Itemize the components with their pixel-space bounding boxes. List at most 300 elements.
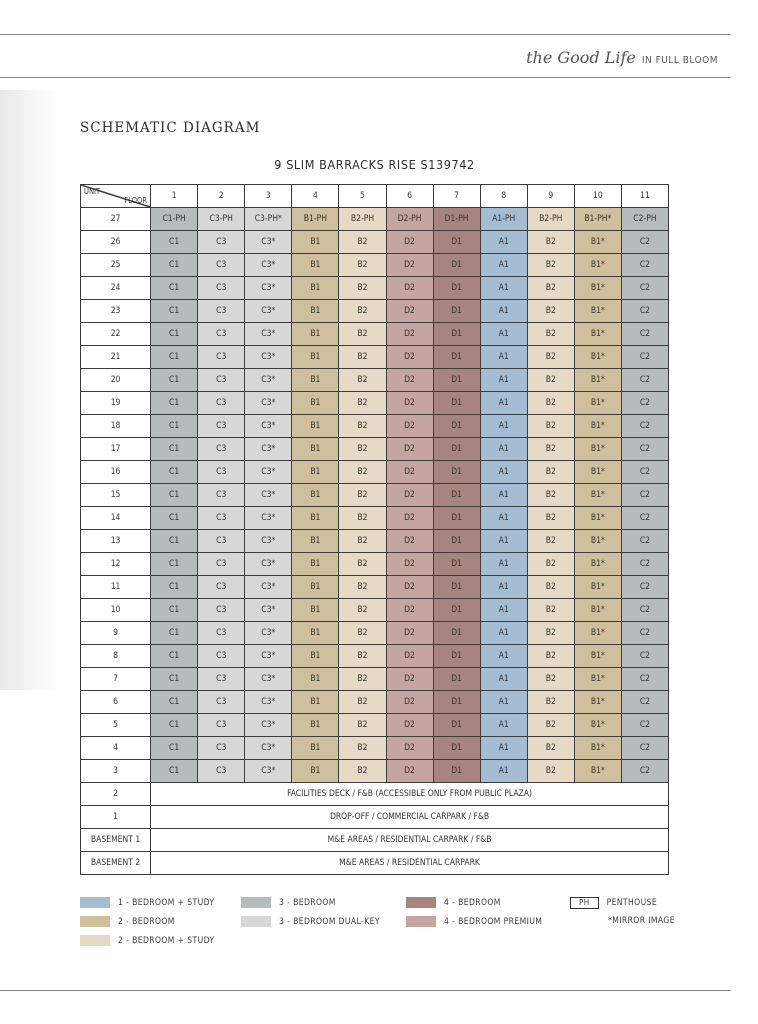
unit-cell: B1 — [292, 438, 339, 461]
unit-cell: C2 — [621, 392, 668, 415]
unit-cell: D1 — [433, 622, 480, 645]
unit-cell: A1 — [480, 346, 527, 369]
unit-cell: A1 — [480, 484, 527, 507]
unit-cell: D2 — [386, 622, 433, 645]
legend-item-2br — [80, 916, 175, 927]
unit-cell: A1 — [480, 553, 527, 576]
table-row — [81, 484, 669, 507]
table-row — [81, 599, 669, 622]
unit-cell: C3 — [198, 415, 245, 438]
unit-cell: C3* — [245, 300, 292, 323]
unit-cell: C3 — [198, 576, 245, 599]
unit-cell: B2 — [527, 645, 574, 668]
unit-cell: A1 — [480, 254, 527, 277]
unit-cell: B1* — [574, 576, 621, 599]
unit-cell: C1 — [151, 346, 198, 369]
unit-cell: C3 — [198, 484, 245, 507]
unit-cell: B1 — [292, 530, 339, 553]
unit-cell: C3* — [245, 369, 292, 392]
unit-cell: C2 — [621, 277, 668, 300]
unit-cell: B1 — [292, 484, 339, 507]
unit-cell: A1 — [480, 599, 527, 622]
unit-cell: A1 — [480, 622, 527, 645]
unit-cell: C2 — [621, 553, 668, 576]
unit-cell: B1* — [574, 553, 621, 576]
unit-cell: D2 — [386, 461, 433, 484]
unit-cell: B1* — [574, 300, 621, 323]
unit-cell: D1-PH — [433, 208, 480, 231]
unit-cell: B2 — [527, 714, 574, 737]
floor-label: 21 — [81, 346, 151, 369]
unit-cell: C1 — [151, 553, 198, 576]
header-rule — [0, 77, 731, 78]
unit-header: 3 — [245, 185, 292, 208]
unit-cell: B2 — [339, 760, 386, 783]
unit-header-row — [81, 185, 669, 208]
table-row — [81, 714, 669, 737]
unit-cell: D2 — [386, 737, 433, 760]
table-row — [81, 415, 669, 438]
unit-cell: B1 — [292, 645, 339, 668]
unit-cell: D2 — [386, 277, 433, 300]
legend-label: 3 - BEDROOM DUAL-KEY — [279, 916, 380, 927]
unit-cell: C3* — [245, 645, 292, 668]
unit-cell: B2 — [527, 369, 574, 392]
floor-label: 12 — [81, 553, 151, 576]
unit-cell: B1 — [292, 323, 339, 346]
floor-label: 5 — [81, 714, 151, 737]
unit-cell: C3 — [198, 277, 245, 300]
unit-cell: C3 — [198, 599, 245, 622]
unit-cell: C3 — [198, 668, 245, 691]
unit-cell: B2 — [527, 415, 574, 438]
unit-cell: B2 — [527, 576, 574, 599]
unit-cell: B2 — [527, 553, 574, 576]
legend-item-3br — [241, 897, 336, 908]
unit-cell: D2 — [386, 668, 433, 691]
legend-label: 4 - BEDROOM — [444, 897, 501, 908]
table-row — [81, 806, 669, 829]
unit-cell: B1* — [574, 760, 621, 783]
unit-cell: C2 — [621, 691, 668, 714]
table-row — [81, 645, 669, 668]
schematic-table — [80, 184, 669, 875]
unit-cell: B1* — [574, 737, 621, 760]
unit-cell: C3* — [245, 507, 292, 530]
floor-use-cell: M&E AREAS / RESIDENTIAL CARPARK — [151, 852, 669, 875]
unit-cell: B1* — [574, 714, 621, 737]
unit-cell: C2 — [621, 484, 668, 507]
unit-cell: B1 — [292, 231, 339, 254]
unit-cell: B1 — [292, 714, 339, 737]
unit-cell: D2 — [386, 530, 433, 553]
unit-cell: C3* — [245, 484, 292, 507]
unit-cell: C1 — [151, 392, 198, 415]
unit-cell: D2 — [386, 415, 433, 438]
unit-cell: D1 — [433, 254, 480, 277]
unit-cell: B1 — [292, 300, 339, 323]
unit-cell: D1 — [433, 691, 480, 714]
legend-item-1br-study — [80, 897, 214, 908]
table-row — [81, 231, 669, 254]
table-row — [81, 691, 669, 714]
unit-cell: D2 — [386, 392, 433, 415]
corner-floor-label: FLOOR — [124, 196, 148, 205]
unit-cell: C3* — [245, 760, 292, 783]
legend-label: 2 - BEDROOM — [118, 916, 175, 927]
header-tagline — [526, 48, 718, 67]
legend — [80, 897, 680, 957]
unit-cell: B1* — [574, 507, 621, 530]
unit-cell: D1 — [433, 277, 480, 300]
unit-cell: B2 — [339, 461, 386, 484]
floor-label: 15 — [81, 484, 151, 507]
unit-cell: C3* — [245, 668, 292, 691]
swatch-2br-study — [80, 935, 110, 946]
unit-cell: C3* — [245, 323, 292, 346]
unit-cell: D2 — [386, 507, 433, 530]
unit-cell: D1 — [433, 576, 480, 599]
unit-cell: C3* — [245, 530, 292, 553]
floor-label: 9 — [81, 622, 151, 645]
unit-cell: B2 — [339, 231, 386, 254]
unit-cell: B1* — [574, 231, 621, 254]
unit-cell: C1 — [151, 484, 198, 507]
unit-cell: C1 — [151, 530, 198, 553]
unit-cell: B1 — [292, 507, 339, 530]
legend-item-2br-study — [80, 935, 214, 946]
unit-cell: B1 — [292, 254, 339, 277]
unit-cell: C1 — [151, 254, 198, 277]
unit-cell: D2 — [386, 369, 433, 392]
unit-cell: C3 — [198, 737, 245, 760]
unit-cell: B1 — [292, 622, 339, 645]
floor-label: BASEMENT 2 — [81, 852, 151, 875]
unit-cell: B2 — [339, 576, 386, 599]
unit-cell: D1 — [433, 484, 480, 507]
table-row — [81, 323, 669, 346]
unit-cell: C1 — [151, 668, 198, 691]
unit-cell: A1-PH — [480, 208, 527, 231]
unit-cell: D2 — [386, 553, 433, 576]
unit-cell: C2 — [621, 323, 668, 346]
unit-header: 4 — [292, 185, 339, 208]
unit-cell: C3* — [245, 622, 292, 645]
unit-cell: C1 — [151, 461, 198, 484]
unit-cell: B2 — [339, 507, 386, 530]
unit-cell: C3 — [198, 438, 245, 461]
unit-cell: C1 — [151, 760, 198, 783]
floor-label: 26 — [81, 231, 151, 254]
unit-cell: A1 — [480, 668, 527, 691]
unit-cell: B2-PH — [339, 208, 386, 231]
unit-cell: C3* — [245, 599, 292, 622]
unit-header: 7 — [433, 185, 480, 208]
unit-cell: B2 — [339, 415, 386, 438]
floor-label: 16 — [81, 461, 151, 484]
table-row — [81, 576, 669, 599]
unit-cell: B1* — [574, 599, 621, 622]
unit-cell: C1 — [151, 231, 198, 254]
unit-cell: D1 — [433, 461, 480, 484]
swatch-2br — [80, 916, 110, 927]
unit-cell: C1 — [151, 277, 198, 300]
table-row — [81, 277, 669, 300]
floor-label: 22 — [81, 323, 151, 346]
unit-cell: C2 — [621, 507, 668, 530]
unit-cell: C2 — [621, 530, 668, 553]
unit-cell: A1 — [480, 507, 527, 530]
table-row — [81, 507, 669, 530]
unit-cell: A1 — [480, 576, 527, 599]
table-row — [81, 254, 669, 277]
unit-cell: D1 — [433, 714, 480, 737]
unit-cell: B1* — [574, 254, 621, 277]
unit-cell: C3-PH — [198, 208, 245, 231]
table-row — [81, 737, 669, 760]
unit-cell: C1 — [151, 323, 198, 346]
unit-cell: C1 — [151, 369, 198, 392]
floor-label: 27 — [81, 208, 151, 231]
unit-cell: C3* — [245, 714, 292, 737]
unit-cell: D1 — [433, 346, 480, 369]
table-row — [81, 668, 669, 691]
legend-label: 3 - BEDROOM — [279, 897, 336, 908]
unit-cell: A1 — [480, 277, 527, 300]
page-title: SCHEMATIC DIAGRAM — [80, 120, 261, 136]
unit-cell: A1 — [480, 530, 527, 553]
unit-cell: C1 — [151, 691, 198, 714]
floor-label: BASEMENT 1 — [81, 829, 151, 852]
unit-cell: C1 — [151, 645, 198, 668]
floor-label: 20 — [81, 369, 151, 392]
unit-cell: D1 — [433, 507, 480, 530]
floor-label: 7 — [81, 668, 151, 691]
unit-cell: C1 — [151, 737, 198, 760]
unit-cell: D2 — [386, 300, 433, 323]
unit-cell: B1 — [292, 369, 339, 392]
unit-cell: B1 — [292, 599, 339, 622]
unit-cell: A1 — [480, 392, 527, 415]
legend-label: *MIRROR IMAGE — [608, 916, 675, 926]
unit-cell: C2 — [621, 300, 668, 323]
unit-cell: C3 — [198, 622, 245, 645]
unit-cell: D1 — [433, 323, 480, 346]
unit-cell: C2 — [621, 668, 668, 691]
floor-use-cell: M&E AREAS / RESIDENTIAL CARPARK / F&B — [151, 829, 669, 852]
unit-cell: B1-PH* — [574, 208, 621, 231]
unit-cell: B1* — [574, 645, 621, 668]
unit-cell: C2 — [621, 438, 668, 461]
legend-label: PENTHOUSE — [606, 898, 658, 908]
unit-cell: B1 — [292, 760, 339, 783]
unit-cell: B1-PH — [292, 208, 339, 231]
unit-cell: C1 — [151, 415, 198, 438]
unit-cell: C1 — [151, 438, 198, 461]
unit-cell: B1* — [574, 438, 621, 461]
unit-cell: B2 — [527, 760, 574, 783]
unit-cell: B2 — [527, 622, 574, 645]
legend-label: 2 - BEDROOM + STUDY — [118, 935, 215, 946]
floor-label: 4 — [81, 737, 151, 760]
unit-cell: C2 — [621, 576, 668, 599]
unit-cell: C3 — [198, 392, 245, 415]
floor-label: 6 — [81, 691, 151, 714]
unit-cell: C2 — [621, 369, 668, 392]
unit-cell: B2 — [339, 300, 386, 323]
footer-rule — [0, 990, 731, 991]
unit-header: 1 — [151, 185, 198, 208]
unit-cell: B2 — [339, 622, 386, 645]
table-row — [81, 760, 669, 783]
unit-header: 5 — [339, 185, 386, 208]
unit-cell: C3 — [198, 714, 245, 737]
unit-cell: D1 — [433, 231, 480, 254]
floor-label: 25 — [81, 254, 151, 277]
unit-cell: D2 — [386, 760, 433, 783]
unit-cell: D2 — [386, 438, 433, 461]
floor-label: 1 — [81, 806, 151, 829]
unit-cell: C2 — [621, 461, 668, 484]
unit-header: 8 — [480, 185, 527, 208]
unit-cell: B2 — [527, 507, 574, 530]
legend-item-3br-dual-key — [241, 916, 380, 927]
unit-cell: C2 — [621, 599, 668, 622]
unit-cell: B2 — [527, 691, 574, 714]
table-row — [81, 461, 669, 484]
unit-cell: D2 — [386, 691, 433, 714]
unit-cell: D1 — [433, 438, 480, 461]
unit-cell: C3* — [245, 576, 292, 599]
unit-cell: B1 — [292, 691, 339, 714]
unit-cell: B2 — [527, 346, 574, 369]
floor-label: 18 — [81, 415, 151, 438]
unit-header: 2 — [198, 185, 245, 208]
unit-cell: B1 — [292, 392, 339, 415]
unit-cell: C3 — [198, 691, 245, 714]
swatch-3br — [241, 897, 271, 908]
table-row — [81, 553, 669, 576]
unit-cell: B1* — [574, 346, 621, 369]
unit-cell: C2 — [621, 714, 668, 737]
table-row — [81, 392, 669, 415]
table-row — [81, 622, 669, 645]
unit-cell: C3* — [245, 461, 292, 484]
unit-cell: C2-PH — [621, 208, 668, 231]
unit-cell: B1* — [574, 484, 621, 507]
table-row — [81, 208, 669, 231]
swatch-1br-study — [80, 897, 110, 908]
unit-cell: B2 — [527, 392, 574, 415]
unit-cell: C2 — [621, 760, 668, 783]
legend-label: 4 - BEDROOM PREMIUM — [444, 916, 543, 927]
unit-cell: B2 — [339, 691, 386, 714]
floor-label: 17 — [81, 438, 151, 461]
unit-cell: D2 — [386, 645, 433, 668]
unit-cell: A1 — [480, 323, 527, 346]
unit-cell: B2 — [527, 231, 574, 254]
unit-cell: C2 — [621, 231, 668, 254]
corner-unit-label: UNIT — [84, 187, 101, 196]
unit-cell: C1 — [151, 622, 198, 645]
unit-cell: C3 — [198, 300, 245, 323]
unit-cell: C1 — [151, 599, 198, 622]
unit-cell: B2 — [527, 737, 574, 760]
unit-cell: C3* — [245, 737, 292, 760]
legend-label: 1 - BEDROOM + STUDY — [118, 897, 215, 908]
unit-cell: C1-PH — [151, 208, 198, 231]
unit-cell: D2 — [386, 254, 433, 277]
unit-cell: D2-PH — [386, 208, 433, 231]
table-row — [81, 346, 669, 369]
unit-cell: B2 — [339, 323, 386, 346]
unit-cell: A1 — [480, 369, 527, 392]
floor-label: 2 — [81, 783, 151, 806]
unit-cell: B1* — [574, 323, 621, 346]
unit-cell: B2 — [339, 553, 386, 576]
unit-cell: D1 — [433, 737, 480, 760]
unit-cell: C1 — [151, 507, 198, 530]
unit-cell: C3 — [198, 369, 245, 392]
unit-cell: C3* — [245, 553, 292, 576]
unit-cell: A1 — [480, 737, 527, 760]
unit-cell: B1* — [574, 622, 621, 645]
unit-cell: C2 — [621, 415, 668, 438]
table-row — [81, 300, 669, 323]
unit-header: 9 — [527, 185, 574, 208]
unit-header: 10 — [574, 185, 621, 208]
unit-cell: D1 — [433, 530, 480, 553]
unit-cell: B2 — [339, 254, 386, 277]
unit-cell: D1 — [433, 599, 480, 622]
legend-item-mirror — [608, 916, 675, 926]
unit-cell: C3* — [245, 231, 292, 254]
unit-cell: D2 — [386, 599, 433, 622]
legend-item-4br — [406, 897, 501, 908]
unit-cell: B1 — [292, 576, 339, 599]
table-row — [81, 530, 669, 553]
unit-cell: C3* — [245, 691, 292, 714]
unit-cell: A1 — [480, 438, 527, 461]
unit-cell: B2 — [339, 599, 386, 622]
unit-cell: B2 — [339, 484, 386, 507]
unit-cell: C3 — [198, 760, 245, 783]
table-row — [81, 852, 669, 875]
unit-cell: D1 — [433, 415, 480, 438]
unit-cell: B2 — [527, 323, 574, 346]
unit-cell: B2 — [527, 530, 574, 553]
unit-cell: C3 — [198, 553, 245, 576]
unit-cell: B1 — [292, 346, 339, 369]
top-rule — [0, 34, 731, 35]
unit-cell: B1* — [574, 668, 621, 691]
diagram-title: 9 SLIM BARRACKS RISE S139742 — [274, 157, 475, 172]
table-row — [81, 438, 669, 461]
unit-cell: B1 — [292, 415, 339, 438]
unit-cell: B2 — [527, 599, 574, 622]
unit-cell: D1 — [433, 300, 480, 323]
unit-cell: C3* — [245, 346, 292, 369]
unit-cell: D1 — [433, 369, 480, 392]
unit-cell: B2 — [527, 254, 574, 277]
unit-cell: B2 — [339, 277, 386, 300]
unit-cell: B2 — [339, 530, 386, 553]
unit-cell: B1* — [574, 530, 621, 553]
swatch-3br-dual-key — [241, 916, 271, 927]
unit-cell: B1 — [292, 277, 339, 300]
unit-cell: C1 — [151, 714, 198, 737]
floor-use-cell: FACILITIES DECK / F&B (ACCESSIBLE ONLY FROM PUBLIC PLAZA) — [151, 783, 669, 806]
